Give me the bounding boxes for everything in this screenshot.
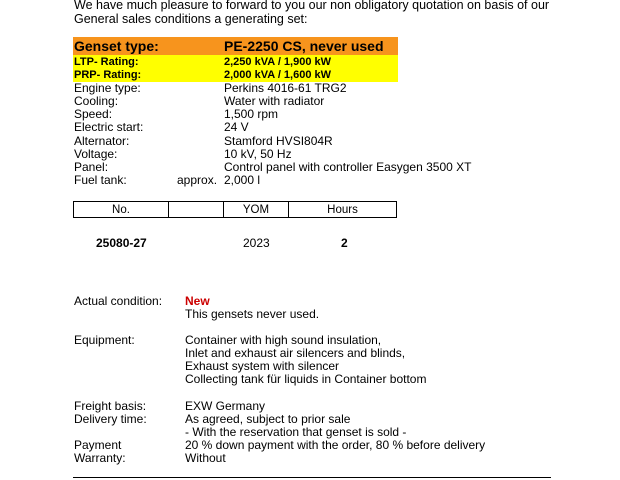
col-header-hours: Hours: [289, 202, 397, 218]
freight-label: Freight basis:: [74, 399, 147, 413]
spec-value-voltage: 10 kV, 50 Hz: [224, 147, 292, 161]
condition-note: This gensets never used.: [185, 307, 320, 321]
delivery-value: As agreed, subject to prior sale: [185, 412, 351, 426]
intro-line-1: We have much pleasure to forward to you our non obligatory quotation on basis of our: [74, 0, 550, 12]
warranty-label: Warranty:: [74, 451, 126, 465]
spec-label-panel: Panel:: [74, 160, 109, 174]
unit-yom: 2023: [243, 236, 270, 250]
spec-label-fuel-tank: Fuel tank:: [74, 173, 127, 187]
equipment-line: Exhaust system with silencer: [185, 359, 340, 373]
spec-value-speed: 1,500 rpm: [224, 107, 279, 121]
spec-value-alternator: Stamford HVSI804R: [224, 134, 333, 148]
spec-label-speed: Speed:: [74, 107, 113, 121]
condition-status: New: [185, 294, 210, 308]
warranty-value: Without: [185, 451, 226, 465]
col-header-yom: YOM: [224, 202, 289, 218]
spec-label-electric-start: Electric start:: [74, 120, 144, 134]
units-table-header: [73, 201, 397, 218]
spec-label-engine: Engine type:: [74, 81, 141, 95]
unit-number: 25080-27: [96, 236, 147, 250]
condition-label: Actual condition:: [74, 294, 163, 308]
bottom-divider: [73, 477, 551, 478]
equipment-line: Inlet and exhaust air silencers and blinds,: [185, 346, 406, 360]
spec-prefix-fuel-tank: approx.: [177, 173, 218, 187]
ltp-rating-label: LTP- Rating:: [74, 56, 139, 68]
col-header-blank: [169, 202, 224, 218]
spec-label-cooling: Cooling:: [74, 94, 119, 108]
freight-value: EXW Germany: [185, 399, 266, 413]
delivery-label: Delivery time:: [74, 412, 147, 426]
spec-value-panel: Control panel with controller Easygen 3500 XT: [224, 160, 472, 174]
genset-type-label: Genset type:: [74, 38, 159, 54]
intro-text: [74, 0, 549, 26]
genset-type-value: PE-2250 CS, never used: [224, 38, 384, 54]
spec-label-alternator: Alternator:: [74, 134, 130, 148]
spec-value-electric-start: 24 V: [224, 120, 249, 134]
equipment-line: Collecting tank für liquids in Container bottom: [185, 372, 427, 386]
spec-value-engine: Perkins 4016-61 TRG2: [224, 81, 347, 95]
spec-value-fuel-tank: 2,000 l: [224, 173, 261, 187]
col-header-no: No.: [74, 202, 169, 218]
spec-value-cooling: Water with radiator: [224, 94, 325, 108]
spec-label-voltage: Voltage:: [74, 147, 118, 161]
reservation-note: - With the reservation that genset is sold -: [185, 425, 407, 439]
prp-rating-label: PRP- Rating:: [74, 69, 142, 81]
unit-hours: 2: [341, 236, 348, 250]
ltp-rating-value: 2,250 kVA / 1,900 kW: [224, 56, 332, 68]
payment-label: Payment: [74, 438, 122, 452]
equipment-label: Equipment:: [74, 333, 135, 347]
intro-line-2: General sales conditions a generating set:: [74, 12, 308, 26]
payment-value: 20 % down payment with the order, 80 % before delivery: [185, 438, 486, 452]
prp-rating-value: 2,000 kVA / 1,600 kW: [224, 69, 332, 81]
equipment-line: Container with high sound insulation,: [185, 333, 382, 347]
